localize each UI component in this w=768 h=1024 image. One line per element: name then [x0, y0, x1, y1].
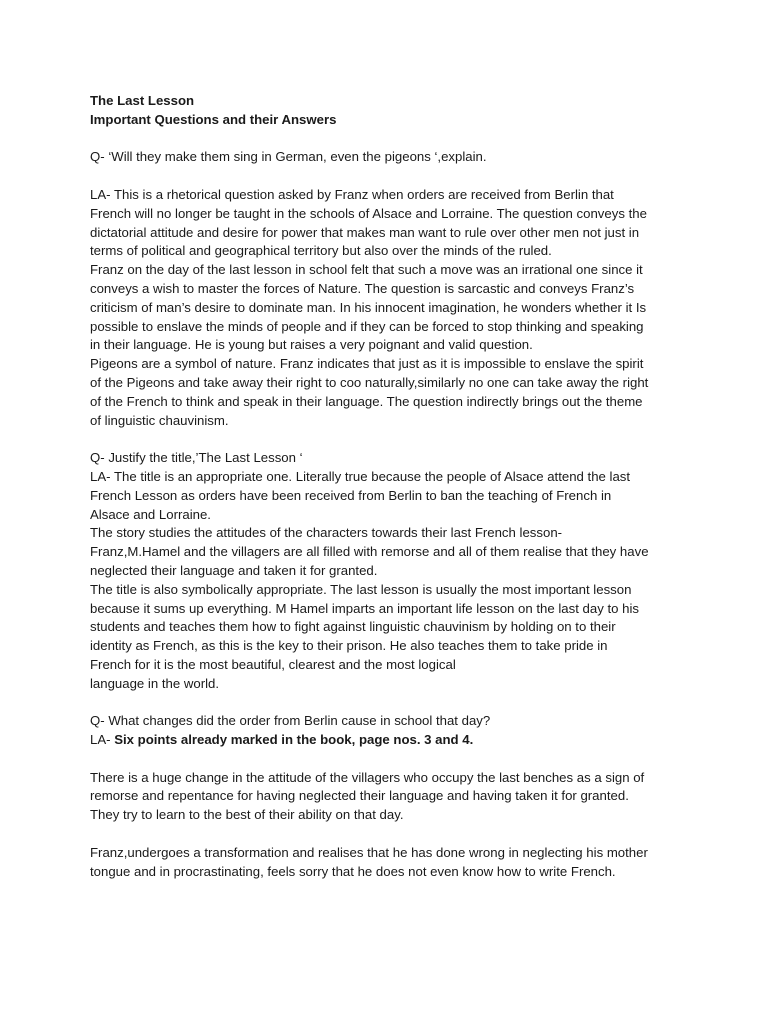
answer-3-prefix: LA- — [90, 732, 115, 748]
question-2: Q- Justify the title,’The Last Lesson ‘ — [90, 450, 303, 466]
answer-2-line: French for it is the most beautiful, clearest and the most logical — [90, 656, 456, 672]
paragraph-line: There is a huge change in the attitude of the villagers who occupy the last benches as a sign of — [90, 769, 645, 785]
answer-2-line: The title is also symbolically appropriate. The last lesson is usually the most important lesson — [90, 581, 632, 597]
answer-2-line: neglected their language and taken it for granted. — [90, 562, 378, 578]
question-1: Q- ‘Will they make them sing in German, even the pigeons ‘,explain. — [90, 149, 487, 165]
paragraph-line: They try to learn to the best of their ability on that day. — [90, 807, 404, 823]
answer-1 — [90, 186, 690, 430]
spacer — [90, 750, 690, 769]
answer-1-line: Franz on the day of the last lesson in school felt that such a move was an irrational one since it — [90, 262, 643, 278]
answer-1-line: dictatorial attitude and desire for power that makes man want to rule over other men not just in — [90, 224, 640, 240]
answer-3-paragraph-2 — [90, 844, 690, 882]
answer-1-line: French will no longer be taught in the schools of Alsace and Lorraine. The question conveys the — [90, 205, 647, 221]
answer-1-line: in their language. He is young but raises a very poignant and valid question. — [90, 337, 533, 353]
spacer — [90, 130, 690, 149]
answer-1-line: terms of political and geographical territory but also over the minds of the ruled. — [90, 243, 552, 259]
answer-1-line: of the Pigeons and take away their right to coo naturally,similarly no one can take away the right — [90, 374, 649, 390]
answer-2-line: Franz,M.Hamel and the villagers are all filled with remorse and all of them realise that they have — [90, 544, 649, 560]
spacer — [90, 167, 690, 186]
spacer — [90, 430, 690, 449]
answer-2-line: LA- The title is an appropriate one. Literally true because the people of Alsace attend the last — [90, 468, 631, 484]
paragraph-line: remorse and repentance for having neglected their language and having taken it for granted. — [90, 788, 629, 804]
answer-1-line: possible to enslave the minds of people and if they can be forced to stop thinking and speaking — [90, 318, 644, 334]
answer-1-line: LA- This is a rhetorical question asked by Franz when orders are received from Berlin that — [90, 186, 614, 202]
document-page — [90, 92, 690, 881]
answer-3-lead — [90, 731, 690, 750]
paragraph-line: tongue and in procrastinating, feels sorry that he does not even know how to write French. — [90, 863, 616, 879]
answer-3-paragraph-1 — [90, 769, 690, 825]
paragraph-line: Franz,undergoes a transformation and realises that he has done wrong in neglecting his mother — [90, 844, 648, 860]
answer-2-line: because it sums up everything. M Hamel imparts an important life lesson on the last day to his — [90, 600, 640, 616]
answer-2-line: The story studies the attitudes of the characters towards their last French lesson- — [90, 525, 563, 541]
answer-1-line: criticism of man’s desire to dominate man. In his innocent imagination, he wonders whether it Is — [90, 299, 647, 315]
spacer — [90, 694, 690, 713]
answer-1-line: Pigeons are a symbol of nature. Franz indicates that just as it is impossible to enslave the spirit — [90, 356, 644, 372]
answer-2-line: Alsace and Lorraine. — [90, 506, 211, 522]
question-3: Q- What changes did the order from Berlin cause in school that day? — [90, 713, 491, 729]
answer-3-bold-note: Six points already marked in the book, page nos. 3 and 4. — [114, 732, 474, 748]
answer-2-line: identity as French, as this is the key to their prison. He also teaches them to take pride in — [90, 638, 608, 654]
answer-2 — [90, 468, 690, 694]
answer-2-line: French Lesson as orders have been received from Berlin to ban the teaching of French in — [90, 487, 612, 503]
spacer — [90, 825, 690, 844]
answer-1-line: of the French to think and speak in their language. The question indirectly brings out the theme — [90, 393, 643, 409]
answer-2-line: language in the world. — [90, 675, 220, 691]
answer-1-line: conveys a wish to master the forces of Nature. The question is sarcastic and conveys Franz’s — [90, 280, 635, 296]
answer-1-line: of linguistic chauvinism. — [90, 412, 229, 428]
answer-2-line: students and teaches them how to fight against linguistic chauvinism by holding on to their — [90, 619, 616, 635]
document-subtitle: Important Questions and their Answers — [90, 111, 337, 127]
document-title: The Last Lesson — [90, 93, 195, 108]
